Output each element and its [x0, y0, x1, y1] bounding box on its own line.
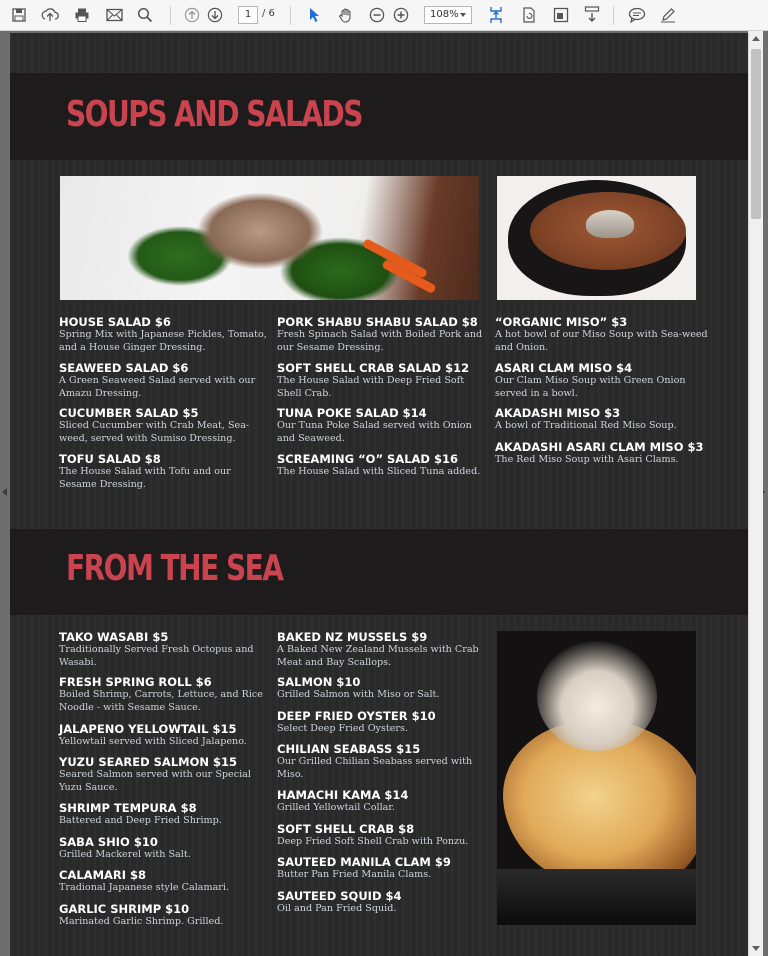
menu-item	[59, 406, 269, 445]
item-description: Select Deep Fried Oysters.	[277, 723, 408, 734]
item-description: Oil and Pan Fried Squid.	[277, 903, 397, 914]
menu-item	[495, 406, 710, 433]
next-page-icon[interactable]	[205, 5, 225, 25]
item-name: TOFU SALAD $8	[59, 452, 161, 466]
menu-item	[277, 361, 487, 400]
chevron-down-icon	[460, 13, 466, 17]
upload-icon[interactable]	[40, 5, 60, 25]
item-description: A Green Seaweed Salad served with our Amazu Dressing.	[59, 375, 256, 399]
item-description: The House Salad with Tofu and our Sesame Dressing.	[59, 466, 231, 490]
menu-item	[495, 315, 710, 354]
item-name: SAUTEED SQUID $4	[277, 889, 402, 903]
menu-item	[495, 361, 710, 400]
item-name: SALMON $10	[277, 675, 361, 689]
item-name: TUNA POKE SALAD $14	[277, 406, 427, 420]
menu-item	[59, 452, 269, 491]
item-description: Seared Salmon served with our Special Yuzu Sauce.	[59, 769, 251, 793]
item-description: Our Tuna Poke Salad served with Onion and Seaweed.	[277, 420, 472, 444]
prev-page-icon[interactable]	[182, 5, 202, 25]
comment-icon[interactable]	[627, 5, 647, 25]
menu-item	[59, 315, 269, 354]
section-header-band	[10, 73, 748, 160]
shredded-daikon	[537, 641, 657, 751]
item-description: Deep Fried Soft Shell Crab with Ponzu.	[277, 836, 469, 847]
item-description: Grilled Salmon with Miso or Salt.	[277, 689, 440, 700]
menu-item	[59, 675, 269, 714]
scroll-mode-icon[interactable]	[582, 5, 602, 25]
scrollbar-thumb[interactable]	[751, 49, 761, 219]
menu-item	[59, 755, 269, 794]
fullscreen-icon[interactable]	[551, 5, 571, 25]
item-name: SABA SHIO $10	[59, 835, 158, 849]
item-description: Yellowtail served with Sliced Jalapeno.	[59, 736, 247, 747]
item-name: “ORGANIC MISO” $3	[495, 315, 628, 329]
menu-item	[277, 709, 487, 736]
item-description: A Baked New Zealand Mussels with Crab Meat and Bay Scallops.	[277, 644, 479, 668]
item-description: The House Salad with Sliced Tuna added.	[277, 466, 481, 477]
zoom-in-icon[interactable]	[391, 5, 411, 25]
toolbar-separator	[170, 6, 171, 25]
page-total: / 6	[262, 8, 275, 19]
item-description: Sliced Cucumber with Crab Meat, Sea-weed, served with Sumiso Dressing.	[59, 420, 250, 444]
soup-bowl	[508, 180, 686, 296]
item-name: SHRIMP TEMPURA $8	[59, 801, 197, 815]
item-name: GARLIC SHRIMP $10	[59, 902, 190, 916]
item-description: Grilled Mackerel with Salt.	[59, 849, 191, 860]
email-icon[interactable]	[104, 5, 124, 25]
item-name: AKADASHI MISO $3	[495, 406, 621, 420]
zoom-select[interactable]	[424, 6, 472, 24]
section-header-band	[10, 529, 748, 615]
item-name: SAUTEED MANILA CLAM $9	[277, 855, 451, 869]
menu-item	[277, 855, 487, 882]
item-description: Fresh Spinach Salad with Boiled Pork and our Sesame Dressing.	[277, 329, 483, 353]
menu-item	[59, 630, 269, 669]
menu-item	[277, 406, 487, 445]
item-name: HAMACHI KAMA $14	[277, 788, 409, 802]
section-title: SOUPS AND SALADS	[66, 94, 362, 135]
rotate-icon[interactable]	[519, 5, 539, 25]
item-name: DEEP FRIED OYSTER $10	[277, 709, 436, 723]
item-name: AKADASHI ASARI CLAM MISO $3	[495, 440, 704, 454]
item-description: A bowl of Traditional Red Miso Soup.	[495, 420, 677, 431]
page-number-input[interactable]: 1	[238, 6, 258, 24]
menu-item	[277, 742, 487, 781]
item-description: Butter Pan Fried Manila Clams.	[277, 869, 432, 880]
item-name: SOFT SHELL CRAB $8	[277, 822, 415, 836]
salad-photo	[60, 176, 479, 300]
hand-icon[interactable]	[336, 5, 356, 25]
menu-item	[59, 722, 274, 749]
toolbar-separator	[290, 6, 291, 25]
item-description: Battered and Deep Fried Shrimp.	[59, 815, 222, 826]
miso-soup-photo	[497, 176, 696, 300]
item-name: SOFT SHELL CRAB SALAD $12	[277, 361, 470, 375]
item-description: Traditionally Served Fresh Octopus and Wasabi.	[59, 644, 254, 668]
item-name: SCREAMING “O” SALAD $16	[277, 452, 458, 466]
item-description: The Red Miso Soup with Asari Clams.	[495, 454, 679, 465]
pen-icon[interactable]	[658, 5, 678, 25]
item-name: JALAPENO YELLOWTAIL $15	[59, 722, 237, 736]
print-icon[interactable]	[72, 5, 92, 25]
item-description: Spring Mix with Japanese Pickles, Tomato, and a House Ginger Dressing.	[59, 329, 267, 353]
menu-item	[59, 902, 269, 929]
collapse-left-icon[interactable]	[2, 488, 7, 496]
menu-item	[277, 630, 492, 669]
vertical-scrollbar[interactable]	[748, 31, 763, 956]
item-description: Grilled Yellowtail Collar.	[277, 802, 395, 813]
item-description: A hot bowl of our Miso Soup with Sea-weed and Onion.	[495, 329, 708, 353]
search-icon[interactable]	[135, 5, 155, 25]
menu-item	[277, 452, 487, 479]
zoom-value: 108%	[430, 9, 459, 20]
save-icon[interactable]	[9, 5, 29, 25]
menu-item	[59, 835, 269, 862]
item-name: BAKED NZ MUSSELS $9	[277, 630, 428, 644]
item-name: HOUSE SALAD $6	[59, 315, 171, 329]
item-description: Marinated Garlic Shrimp. Grilled.	[59, 916, 224, 927]
fit-page-icon[interactable]	[486, 5, 506, 25]
zoom-out-icon[interactable]	[367, 5, 387, 25]
scroll-up-icon[interactable]	[752, 36, 760, 41]
item-description: Our Grilled Chilian Seabass served with Miso.	[277, 756, 473, 780]
item-name: CHILIAN SEABASS $15	[277, 742, 421, 756]
serving-plate	[497, 869, 696, 925]
item-description: Our Clam Miso Soup with Green Onion served in a bowl.	[495, 375, 686, 399]
item-name: SEAWEED SALAD $6	[59, 361, 189, 375]
section-title: FROM THE SEA	[66, 548, 283, 589]
item-name: CUCUMBER SALAD $5	[59, 406, 199, 420]
menu-item	[277, 315, 487, 354]
menu-item	[59, 361, 269, 400]
item-description: The House Salad with Deep Fried Soft Shell Crab.	[277, 375, 465, 399]
clam-shell	[586, 210, 634, 238]
item-description: Tradional Japanese style Calamari.	[59, 882, 230, 893]
menu-item	[59, 868, 269, 895]
menu-item	[277, 889, 487, 916]
menu-item	[277, 675, 487, 702]
pdf-page	[10, 33, 748, 956]
item-name: PORK SHABU SHABU SALAD $8	[277, 315, 478, 329]
item-name: YUZU SEARED SALMON $15	[59, 755, 238, 769]
scroll-down-icon[interactable]	[752, 946, 760, 951]
menu-item	[59, 801, 269, 828]
toolbar-separator	[613, 6, 614, 25]
menu-item	[277, 822, 492, 849]
miso-broth	[530, 192, 686, 270]
menu-item	[495, 440, 710, 467]
item-description: Boiled Shrimp, Carrots, Lettuce, and Rice Noodle - with Sesame Sauce.	[59, 689, 263, 713]
item-name: FRESH SPRING ROLL $6	[59, 675, 212, 689]
item-name: TAKO WASABI $5	[59, 630, 169, 644]
menu-item	[277, 788, 487, 815]
baked-mussel-photo	[497, 631, 696, 925]
item-name: ASARI CLAM MISO $4	[495, 361, 633, 375]
item-name: CALAMARI $8	[59, 868, 147, 882]
select-cursor-icon[interactable]	[304, 5, 324, 25]
pdf-toolbar	[0, 0, 768, 31]
